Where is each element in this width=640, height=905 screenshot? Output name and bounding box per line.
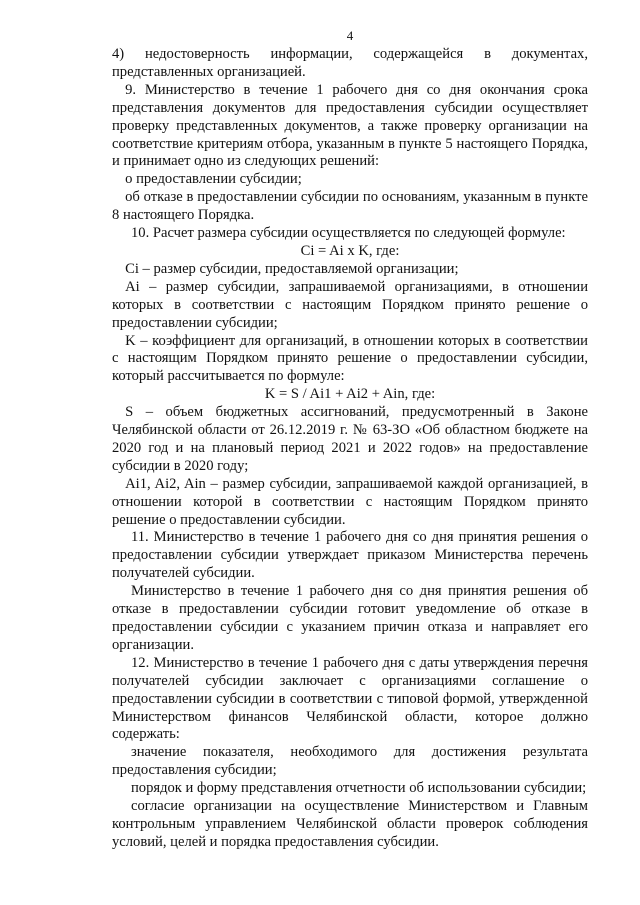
paragraph-decision-grant: о предоставлении субсидии; bbox=[125, 171, 302, 188]
paragraph-ci-definition: Ci – размер субсидии, предоставляемой организации; bbox=[125, 260, 459, 277]
document-page bbox=[112, 28, 588, 852]
paragraph-s-definition: S – объем бюджетных ассигнований, предусмотренный в Законе Челябинской области от 26.12.2019 г. № 63-ЗО «Об областном бюджете на 2020 год и на плановый период 2021 и 2022 годов» на предоставление субсидии в 2020 году; bbox=[112, 404, 588, 474]
page-number: 4 bbox=[346, 28, 354, 43]
formula-ci: Ci = Ai x K, где: bbox=[300, 242, 400, 259]
paragraph-decision-refuse: об отказе в предоставлении субсидии по основаниям, указанным в пункте 8 настоящего Порядка. bbox=[112, 189, 588, 224]
paragraph-item-4: 4) недостоверность информации, содержащейся в документах, представленных организацией. bbox=[112, 46, 588, 80]
paragraph-indicator-value: значение показателя, необходимого для достижения результата предоставления субсидии; bbox=[112, 744, 588, 779]
paragraph-ai-definition: Ai – размер субсидии, запрашиваемой организациями, в отношении которых в соответствии с настоящим Порядком принято решение о предоставлении субсидии; bbox=[112, 278, 588, 331]
paragraph-section-11: 11. Министерство в течение 1 рабочего дня со дня принятия решения о предоставлении субсидии утверждает приказом Министерства перечень получателей субсидии. bbox=[112, 529, 588, 582]
paragraph-section-12: 12. Министерство в течение 1 рабочего дня с даты утверждения перечня получателей субсидии заключает с организациями соглашение о предоставлении субсидии в соответствии с типовой формой, утвержденной Министерством финансов Челябинской области, которое должно содержать: bbox=[112, 654, 588, 743]
paragraph-refusal-notice: Министерство в течение 1 рабочего дня со дня принятия решения об отказе в предоставлении субсидии готовит уведомление об отказе в предоставлении субсидии с указанием причин отказа и направляет его организации. bbox=[112, 583, 588, 653]
paragraph-section-9: 9. Министерство в течение 1 рабочего дня со дня окончания срока представления документов для предоставления субсидии осуществляет проверку представленных документов, а также проверку организации на соответствие критериям отбора, указанным в пункте 5 настоящего Порядка, и принимает одно из следующих решений: bbox=[112, 81, 588, 170]
paragraph-section-10: 10. Расчет размера субсидии осуществляется по следующей формуле: bbox=[130, 225, 566, 242]
formula-k: K = S / Ai1 + Ai2 + Ain, где: bbox=[264, 386, 436, 403]
paragraph-ain-definition: Ai1, Ai2, Ain – размер субсидии, запрашиваемой каждой организацией, в отношении которой в соответствии с настоящим Порядком принято решение о предоставлении субсидии. bbox=[112, 475, 588, 528]
paragraph-inspection-consent: согласие организации на осуществление Министерством и Главным контрольным управлением Челябинской области проверок соблюдения условий, целей и порядка предоставления субсидии. bbox=[112, 798, 588, 850]
paragraph-k-definition: K – коэффициент для организаций, в отношении которых в соответствии с настоящим Порядком принято решение о предоставлении субсидии, который рассчитывается по формуле: bbox=[112, 332, 588, 385]
paragraph-reporting-order: порядок и форму представления отчетности об использовании субсидии; bbox=[130, 780, 587, 797]
